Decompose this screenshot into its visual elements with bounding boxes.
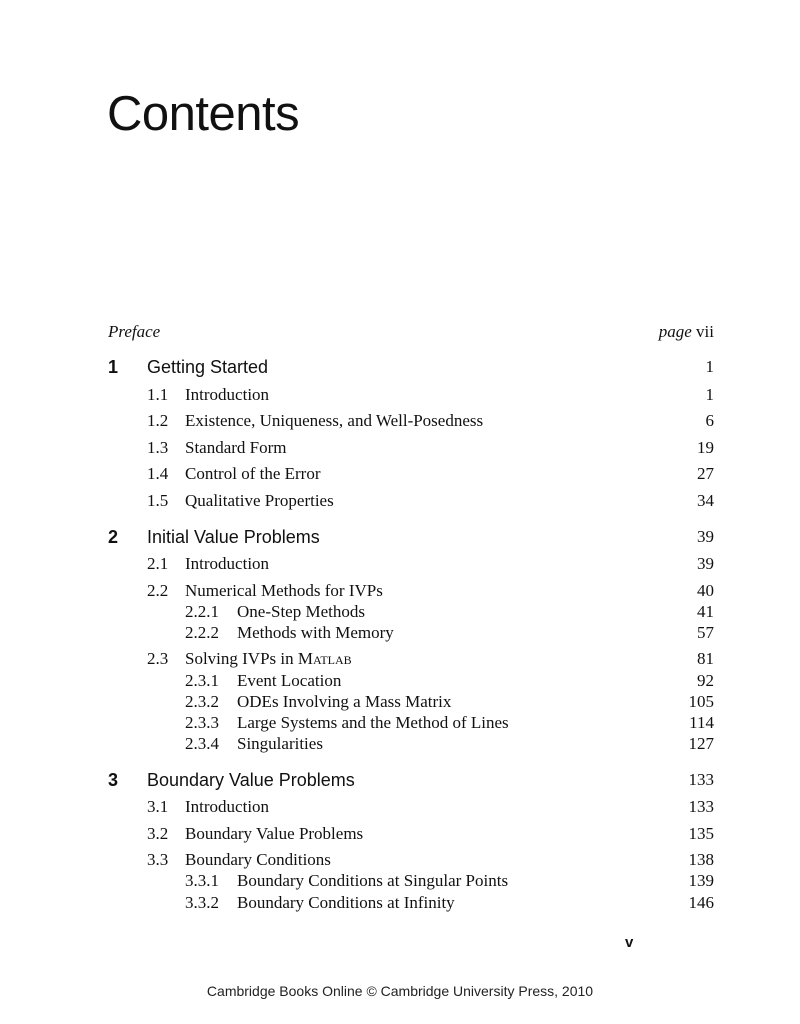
subsection-title: ODEs Involving a Mass Matrix: [237, 692, 452, 711]
section-number: 2.2: [147, 581, 169, 600]
subsection-title: Singularities: [237, 734, 323, 753]
section-number: 1.3: [147, 438, 169, 457]
toc-subsection-row[interactable]: [0, 691, 800, 713]
subsection-number: 2.2.1: [185, 602, 219, 621]
section-title-smallcaps: Matlab: [297, 649, 352, 668]
subsection-title: One-Step Methods: [237, 602, 365, 621]
chapter-number: 3: [108, 770, 119, 790]
section-title-prefix: Solving IVPs in: [185, 649, 298, 668]
page-number: 133: [688, 797, 714, 816]
page-number: 39: [697, 554, 714, 573]
folio-page-number: v: [625, 934, 634, 951]
toc-section-row[interactable]: [0, 490, 800, 512]
page-word: page: [658, 322, 692, 341]
footer-copyright: Cambridge Books Online © Cambridge University Press, 2010: [206, 983, 594, 999]
page-number: 41: [697, 602, 714, 621]
section-title: [185, 648, 352, 670]
section-title: Boundary Value Problems: [185, 824, 364, 843]
toc-section-row[interactable]: [0, 580, 800, 602]
page-number: 127: [688, 734, 714, 753]
section-title: Introduction: [185, 554, 270, 573]
section-number: 3.3: [147, 850, 169, 869]
section-title: Existence, Uniqueness, and Well-Posedness: [185, 411, 484, 430]
section-number: 1.4: [147, 464, 169, 483]
subsection-title: Large Systems and the Method of Lines: [237, 713, 509, 732]
toc-section-row[interactable]: [0, 849, 800, 871]
toc-chapter-row[interactable]: [0, 356, 800, 378]
section-title: Standard Form: [185, 438, 287, 457]
page-number: 146: [688, 893, 714, 912]
subsection-number: 2.3.1: [185, 671, 219, 690]
toc-section-row[interactable]: [0, 410, 800, 432]
chapter-number: 1: [108, 357, 119, 377]
subsection-number: 3.3.2: [185, 893, 219, 912]
page-number: vii: [696, 322, 714, 341]
section-number: 2.3: [147, 649, 169, 668]
toc-section-row[interactable]: [0, 796, 800, 818]
toc-subsection-row[interactable]: [0, 733, 800, 755]
toc-preface-row[interactable]: [0, 321, 800, 343]
page-number: 57: [697, 623, 714, 642]
toc-subsection-row[interactable]: [0, 601, 800, 623]
section-number: 2.1: [147, 554, 169, 573]
subsection-number: 2.3.4: [185, 734, 219, 753]
toc-subsection-row[interactable]: [0, 670, 800, 692]
page-number: 39: [697, 527, 714, 546]
preface-label: Preface: [108, 322, 161, 341]
toc-section-row[interactable]: [0, 823, 800, 845]
section-number: 3.2: [147, 824, 169, 843]
toc-section-row[interactable]: [0, 648, 800, 670]
toc-subsection-row[interactable]: [0, 712, 800, 734]
subsection-number: 3.3.1: [185, 871, 219, 890]
page-number: 114: [689, 713, 714, 732]
section-title: Control of the Error: [185, 464, 321, 483]
chapter-number: 2: [108, 527, 119, 547]
toc-section-row[interactable]: [0, 437, 800, 459]
section-title: Numerical Methods for IVPs: [185, 581, 383, 600]
toc-section-row[interactable]: [0, 553, 800, 575]
page-number: 40: [697, 581, 714, 600]
page-number: 133: [688, 770, 714, 789]
chapter-title: Getting Started: [147, 357, 269, 377]
toc-section-row[interactable]: [0, 463, 800, 485]
subsection-number: 2.3.2: [185, 692, 219, 711]
section-title: Introduction: [185, 385, 270, 404]
page-number: 1: [705, 385, 714, 404]
subsection-number: 2.3.3: [185, 713, 219, 732]
toc-subsection-row[interactable]: [0, 622, 800, 644]
toc-section-row[interactable]: [0, 384, 800, 406]
page-number: 27: [697, 464, 714, 483]
section-title: Boundary Conditions: [185, 850, 331, 869]
section-number: 1.5: [147, 491, 169, 510]
page-number: 19: [697, 438, 714, 457]
section-number: 3.1: [147, 797, 169, 816]
chapter-title: Initial Value Problems: [147, 527, 320, 547]
subsection-title: Boundary Conditions at Infinity: [237, 893, 455, 912]
page-number: 81: [697, 649, 714, 668]
page-number: 6: [705, 411, 714, 430]
section-number: 1.1: [147, 385, 169, 404]
preface-page: [659, 321, 714, 343]
section-number: 1.2: [147, 411, 169, 430]
toc-subsection-row[interactable]: [0, 892, 800, 914]
page-number: 138: [688, 850, 714, 869]
subsection-title: Boundary Conditions at Singular Points: [237, 871, 509, 890]
page-number: 92: [697, 671, 714, 690]
page-title: Contents: [107, 87, 300, 141]
page-number: 105: [688, 692, 714, 711]
section-title: Qualitative Properties: [185, 491, 334, 510]
subsection-number: 2.2.2: [185, 623, 219, 642]
section-title: Introduction: [185, 797, 270, 816]
subsection-title: Event Location: [237, 671, 342, 690]
toc-chapter-row[interactable]: [0, 526, 800, 548]
page-number: 139: [688, 871, 714, 890]
chapter-title: Boundary Value Problems: [147, 770, 355, 790]
toc-chapter-row[interactable]: [0, 769, 800, 791]
subsection-title: Methods with Memory: [237, 623, 394, 642]
page-number: 34: [697, 491, 714, 510]
page-number: 1: [705, 357, 714, 376]
page-number: 135: [688, 824, 714, 843]
toc-subsection-row[interactable]: [0, 870, 800, 892]
